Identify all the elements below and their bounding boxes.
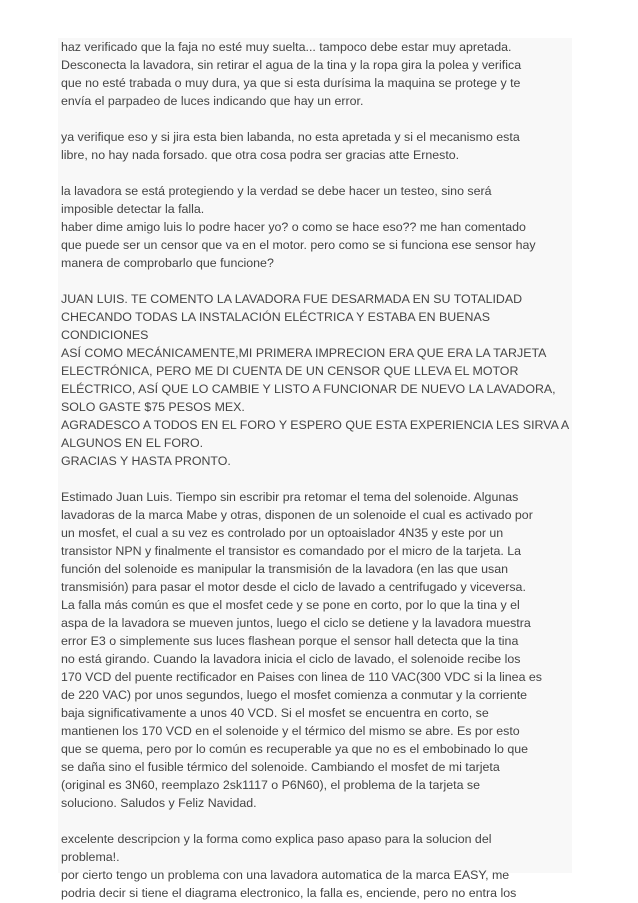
paragraph-4: JUAN LUIS. TE COMENTO LA LAVADORA FUE DESARMADA EN SU TOTALIDAD CHECANDO TODAS LA INSTALACIÓN ELÉCTRICA Y ESTABA EN BUENAS CONDICIONES ASÍ COMO MECÁNICAMENTE,MI PRIMERA IMPRECION ERA QUE ERA LA TARJETA ELECTRÓNICA, PERO ME DI CUENTA DE UN CENSOR QUE LLEVA EL MOTOR ELÉCTRICO, ASÍ QUE LO CAMBIE Y LISTO A FUNCIONAR DE NUEVO LA LAVADORA, SOLO GASTE $75 PESOS MEX. AGRADESCO A TODOS EN EL FORO Y ESPERO QUE ESTA EXPERIENCIA LES SIRVA A ALGUNOS EN EL FORO. GRACIAS Y HASTA PRONTO. — [61, 292, 570, 468]
paragraph-6: excelente descripcion y la forma como explica paso apaso para la solucion del problema!. por cierto tengo un problema con una lavadora automatica de la marca EASY, me podria decir si tiene el diagrama electronico, la falla es, enciende, pero no entra los — [61, 832, 517, 900]
paragraph-3: la lavadora se está protegiendo y la verdad se debe hacer un testeo, sino será imposible detectar la falla. haber dime amigo luis lo podre hacer yo? o como se hace eso?? me han comentado que puede ser un censor que va en el motor. pero como se si funciona ese sensor hay manera de comprobarlo que funcione? — [61, 184, 536, 270]
paragraph-1: haz verificado que la faja no esté muy suelta... tampoco debe estar muy apretada. Desconecta la lavadora, sin retirar el agua de la tina y la ropa gira la polea y verifica que no esté trabada o muy dura, ya que si esta durísima la maquina se protege y te envía el parpadeo de luces indicando que hay un error. — [61, 40, 522, 108]
paragraph-2: ya verifique eso y si jira esta bien labanda, no esta apretada y si el mecanismo esta libre, no hay nada forsado. que otra cosa podra ser gracias atte Ernesto. — [61, 130, 520, 162]
paragraph-5: Estimado Juan Luis. Tiempo sin escribir pra retomar el tema del solenoide. Algunas lavadoras de la marca Mabe y otras, disponen de un solenoide el cual es activado por un mosfet, el cual a su vez es controlado por un optoaislador 4N35 y este por un transistor NPN y finalmente el transistor es comandado por el micro de la tarjeta. La función del solenoide es manipular la transmisión de la lavadora (en las que usan transmisión) para pasar el motor desde el ciclo de lavado a centrifugado y viceversa. La falla más común es que el mosfet cede y se pone en corto, por lo que la tina y el aspa de la lavadora se mueven juntos, luego el ciclo se detiene y la lavadora muestra error E3 o simplemente sus luces flashean porque el sensor hall detecta que la tina no está girando. Cuando la lavadora inicia el ciclo de lavado, el solenoide recibe los 170 VCD del puente rectificador en Paises con linea de 110 VAC(300 VDC si la linea es de 220 VAC) por unos segundos, luego el mosfet comienza a conmutar y la corriente baja significativamente a unos 40 VCD. Si el mosfet se encuentra en corto, se mantienen los 170 VCD en el solenoide y el térmico del mismo se abre. Es por esto que se quema, pero por lo común es recuperable ya que no es el embobinado lo que se daña sino el fusible térmico del solenoide. Cambiando el mosfet de mi tarjeta (original es 3N60, reemplazo 2sk1117 o P6N60), el problema de la tarjeta se soluciono. Saludos y Feliz Navidad. — [61, 490, 542, 810]
document-body — [58, 38, 572, 902]
document-page — [58, 38, 572, 900]
